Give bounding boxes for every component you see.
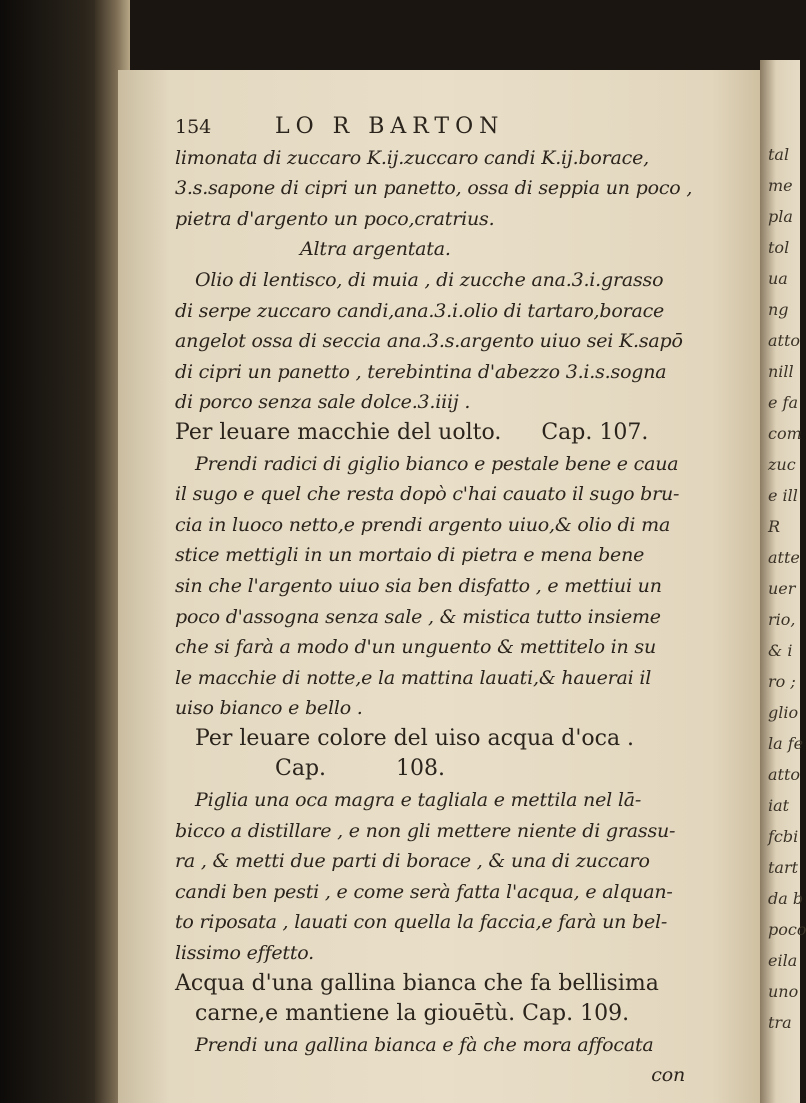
facing-page-fragment: zuc (768, 455, 796, 474)
facing-page-fragment: R (768, 517, 781, 536)
text-line: poco d'assogna senza sale , & mistica tutto insieme (175, 605, 661, 628)
facing-page-fragment: e ill (768, 486, 798, 505)
text-line: limonata di zuccaro K.ij.zuccaro candi K.ij.borace, (175, 146, 649, 169)
facing-page (760, 60, 806, 1103)
text-line: 3.s.sapone di cipri un panetto, ossa di seppia un poco , (175, 177, 693, 200)
text-line: uiso bianco e bello . (175, 697, 363, 720)
chapter-number-line (175, 754, 715, 785)
facing-page-fragment: atto (768, 331, 801, 350)
chapter-heading (175, 418, 715, 449)
text-line: pietra d'argento un poco,cratrius. (175, 207, 495, 230)
catchword: con (651, 1064, 685, 1087)
chapter-title-cont: carne,e mantiene la giouētù. (195, 1001, 516, 1027)
facing-page-fragment: fcbi (768, 827, 799, 846)
page-header (175, 112, 715, 143)
text-line: Prendi una gallina bianca e fà che mora affocata (195, 1033, 654, 1056)
facing-page-fragment: glio (768, 703, 799, 722)
facing-page-fragment: eila (768, 951, 798, 970)
text-line: angelot ossa di seccia ana.3.s.argento uiuo sei K.sapō (175, 330, 683, 353)
text-line: lissimo effetto. (175, 942, 314, 965)
text-line: Olio di lentisco, di muia , di zucche ana.3.i.grasso (195, 268, 664, 291)
text-line: Prendi radici di giglio bianco e pestale bene e caua (195, 452, 679, 475)
facing-page-fragment: ng (768, 300, 789, 319)
facing-page-fragment: pla (768, 207, 793, 226)
facing-page-fragment: da b (768, 889, 804, 908)
facing-page-fragment: me (768, 176, 793, 195)
section-heading: Altra argentata. (300, 238, 451, 261)
facing-page-fragment: tart (768, 858, 799, 877)
chapter-heading (175, 999, 715, 1030)
text-line: che si farà a modo d'un unguento & mettitelo in su (175, 636, 657, 659)
text-line: di serpe zuccaro candi,ana.3.i.olio di tartaro,borace (175, 299, 665, 322)
chapter-title: Per leuare colore del uiso acqua d'oca . (195, 725, 635, 751)
text-line: il sugo e quel che resta dopò c'hai cauato il sugo bru- (175, 483, 680, 506)
page-text (175, 112, 715, 1091)
facing-page-fragment: com (768, 424, 802, 443)
facing-page-fragment: nill (768, 362, 794, 381)
text-line: di cipri un panetto , terebintina d'abezzo 3.i.s.sogna (175, 360, 667, 383)
facing-page-fragment: la fe (768, 734, 804, 753)
facing-page-fragment: uno (768, 982, 799, 1001)
text-line: candi ben pesti , e come serà fatta l'acqua, e alquan- (175, 880, 673, 903)
chapter-number: Cap. 107. (541, 419, 649, 445)
chapter-label: Cap. (275, 756, 327, 782)
facing-page-fragment: & i (768, 641, 793, 660)
text-line: cia in luoco netto,e prendi argento uiuo,& olio di ma (175, 513, 671, 536)
text-line: ra , & metti due parti di borace , & una di zuccaro (175, 850, 650, 873)
facing-page-fragment: e fa (768, 393, 799, 412)
text-line: sin che l'argento uiuo sia ben disfatto , e mettiui un (175, 574, 662, 597)
running-title: LO R BARTON (275, 114, 505, 139)
text-line: di porco senza sale dolce.3.iiij . (175, 391, 471, 414)
text-line: stice mettigli in un mortaio di pietra e mena bene (175, 544, 645, 567)
facing-page-fragment: atto (768, 765, 801, 784)
text-line: bicco a distillare , e non gli mettere niente di grassu- (175, 819, 676, 842)
page-number: 154 (175, 116, 212, 138)
facing-page-fragment: tal (768, 145, 790, 164)
facing-page-fragment: atte (768, 548, 800, 567)
chapter-number: Cap. 109. (522, 1001, 630, 1027)
chapter-title: Per leuare macchie del uolto. (175, 419, 502, 445)
chapter-number: 108. (396, 756, 446, 782)
facing-page-fragment: rio, (768, 610, 796, 629)
text-line: le macchie di notte,e la mattina lauati,& hauerai il (175, 666, 652, 689)
text-line: Piglia una oca magra e tagliala e mettila nel lā- (195, 789, 642, 812)
facing-page-fragment: tra (768, 1013, 792, 1032)
facing-page-fragment: iat (768, 796, 790, 815)
facing-page-fragment: ua (768, 269, 788, 288)
text-line: to riposata , lauati con quella la faccia,e farà un bel- (175, 911, 668, 934)
facing-page-fragment: uer (768, 579, 796, 598)
facing-page-fragment: poco (768, 920, 806, 939)
facing-page-fragment: ro ; (768, 672, 796, 691)
facing-page-fragment: tol (768, 238, 790, 257)
chapter-title: Acqua d'una gallina bianca che fa bellisima (175, 970, 659, 996)
